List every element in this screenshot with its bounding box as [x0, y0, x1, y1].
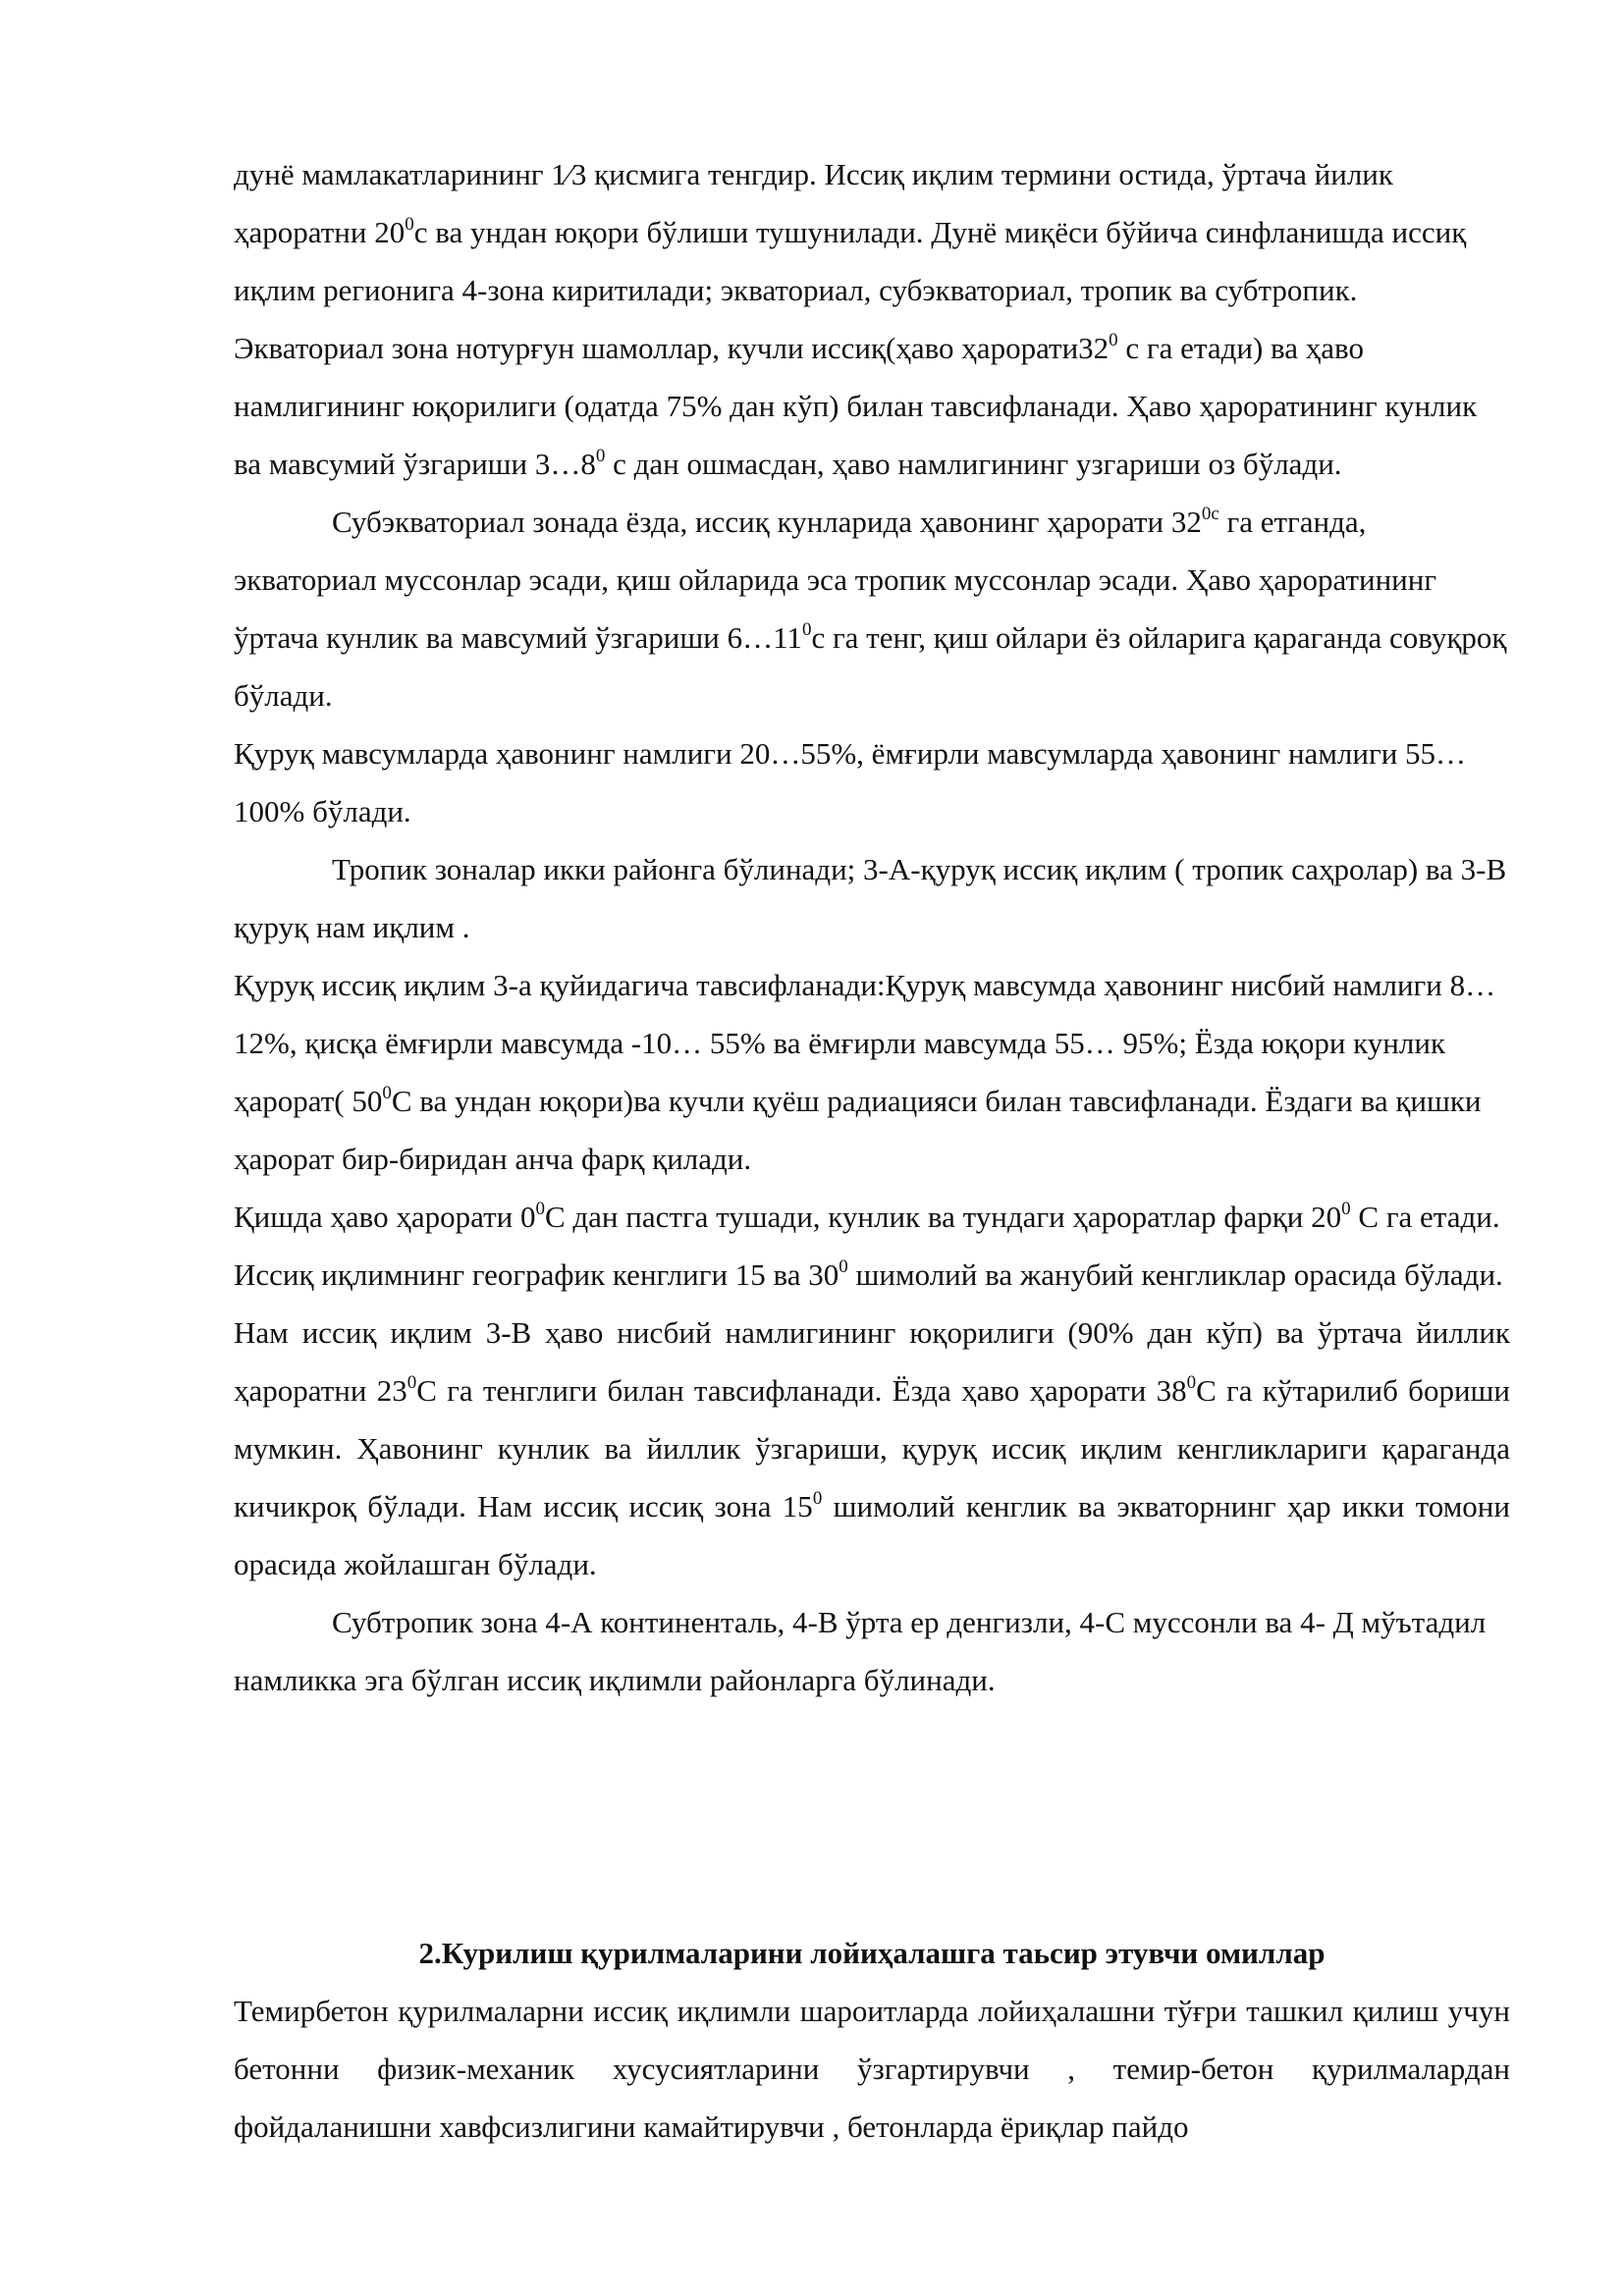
paragraph-6: Қуруқ иссиқ иқлим 3-а қуйидагича тавсифланади:Қуруқ мавсумда ҳавонинг нисбий намлиги 8… 12%, қисқа ёмғирли мавсумда -10… 55% ва ёмғирли мавсумда 55… 95%; Ёзда юқори кунлик ҳарорат( $50^0С$ ва ундан юқори)ва кучли қуёш радиацияси билан тавсифланади. Ёздаги ва қишки ҳарорат бир-биридан анча фарқ қилади.: [234, 968, 1496, 1176]
paragraph-5: Тропик зоналар икки районга бўлинади; 3-А-қуруқ иссиқ иқлим ( тропик саҳролар) ва 3-В қуруқ нам иқлим .: [234, 852, 1507, 944]
paragraph-8: Нам иссиқ иқлим 3-В ҳаво нисбий намлигининг юқорилиги (90% дан кўп) ва ўртача йиллик ҳароратни $23^0С$ га тенглиги билан тавсифланади. Ёзда ҳаво ҳарорати $38^0С$ га кўтарилиб бориши мумкин. Ҳавонинг кунлик ва йиллик ўзгариши, қуруқ иссиқ иқлим кенгликлариги қараганда кичикроқ бўлади. Нам иссиқ иссиқ зона $15^0$ шимолий кенглик ва экваторнинг ҳар икки томони орасида жойлашган бўлади.: [234, 1315, 1510, 1581]
paragraph-3: Субэкваториал зонада ёзда, иссиқ кунларида ҳавонинг ҳарорати $32^{0c}$ га етганда, экваториал муссонлар эсади, қиш ойларида эса тропик муссонлар эсади. Ҳаво ҳароратининг ўртача кунлик ва мавсумий ўзгариши $6\dots 11^0с$ га тенг, қиш ойлари ёз ойларига қараганда совуқроқ бўлади.: [234, 504, 1507, 713]
body-text: [234, 145, 1510, 1709]
paragraph-1: дунё мамлакатларининг 1⁄3 қисмига тенгдир. Иссиқ иқлим термини остида, ўртача йилик ҳароратни $20^0с$ ва ундан юқори бўлиши тушунилади. Дунё миқёси бўйича синфланишда иссиқ иқлим регионига 4-зона киритилади; экваториал, субэкваториал, тропик ва субтропик.: [234, 157, 1467, 307]
final-text: [234, 1982, 1510, 2156]
paragraph-4: Қуруқ мавсумларда ҳавонинг намлиги 20…55%, ёмғирли мавсумларда ҳавонинг намлиги 55… 100% бўлади.: [234, 736, 1467, 828]
paragraph-7: Қишда ҳаво ҳарорати $0^0С$ дан пастга тушади, кунлик ва тундаги ҳароратлар фарқи $20^0$ С га етади. Иссиқ иқлимнинг географик кенглиги 15 ва $30^0$ шимолий ва жанубий кенгликлар орасида бўлади.: [234, 1199, 1503, 1292]
paragraph-2: Экваториал зона нотурғун шамоллар, кучли иссиқ(ҳаво $ҳарорати32^0$ с га етади) ва ҳаво намлигининг юқорилиги (одатда 75% дан кўп) билан тавсифланади. Ҳаво ҳароратининг кунлик ва мавсумий ўзгариши $3\dots 8^0$ с дан ошмасдан, ҳаво намлигининг узгариши оз бўлади.: [234, 330, 1478, 481]
paragraph-final: Темирбетон қурилмаларни иссиқ иқлимли шароитларда лойиҳалашни тўғри ташкил қилиш учун бетонни физик-механик хусусиятларини ўзгартирувчи , темир-бетон қурилмалардан фойдаланишни хавфсизлигини камайтирувчи , бетонларда ёриқлар пайдо: [234, 1994, 1510, 2144]
section-heading: 2.Курилиш қурилмаларини лойиҳалашга таьсир этувчи омиллар: [418, 1936, 1326, 1970]
paragraph-9: Субтропик зона 4-А континенталь, 4-В ўрта ер денгизли, 4-С муссонли ва 4- Д мўътадил намликка эга бўлган иссиқ иқлимли районларга бўлинади.: [234, 1605, 1487, 1697]
